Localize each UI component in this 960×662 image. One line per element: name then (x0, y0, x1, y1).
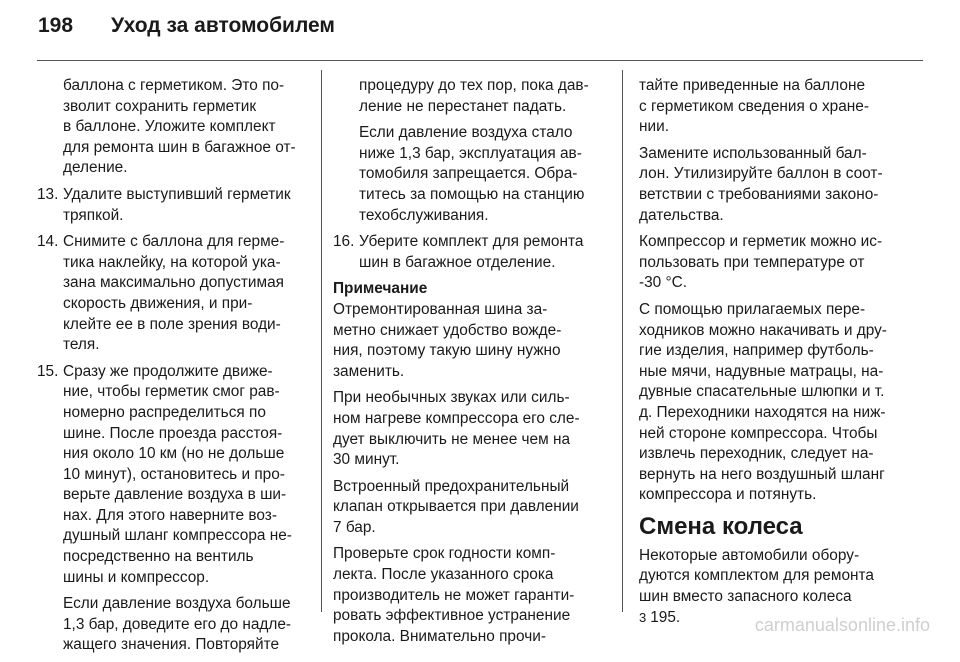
text-line: Удалите выступивший герметик (63, 185, 291, 203)
text-line: шин в багажное отделение. (359, 253, 556, 271)
text-line: ные мячи, надувные матрацы, на- (639, 362, 884, 380)
paragraph (333, 123, 609, 226)
list-number: 13. (37, 185, 59, 203)
text-line: производитель не может гаранти- (333, 586, 575, 604)
text-line: баллона с герметиком. Это по- (63, 77, 285, 94)
text-line: прокола. Внимательно прочи- (333, 627, 546, 645)
text-line: дательства. (639, 206, 724, 224)
reference-page[interactable]: 195. (650, 608, 681, 626)
text-line: Уберите комплект для ремонта (359, 233, 584, 251)
paragraph-continued (37, 76, 312, 179)
text-line: с герметиком сведения о хране- (639, 97, 869, 115)
note-paragraph (333, 388, 609, 470)
text-line: теля. (63, 336, 100, 354)
list-number: 15. (37, 362, 59, 380)
page-title: Уход за автомобилем (111, 14, 335, 37)
text-line: ходников можно накачивать и дру- (639, 321, 887, 339)
text-line: скорость движения, и при- (63, 294, 253, 312)
text-line: 1,3 бар, доведите его до надле- (63, 615, 292, 633)
paragraph-continued (333, 76, 609, 117)
text-line: жащего значения. Повторяйте (63, 636, 280, 654)
text-line: гие изделия, например футболь- (639, 342, 874, 360)
text-line: ния, поэтому такую шину нужно (333, 342, 561, 360)
text-line: лекта. После указанного срока (333, 566, 554, 584)
arrow-reference-icon: 3 (639, 609, 647, 625)
text-line: тайте приведенные на баллоне (639, 77, 866, 94)
text-line: ния около 10 км (но не дольше (63, 445, 285, 463)
text-line: томобиля запрещается. Обра- (359, 165, 578, 183)
text-line: Проверьте срок годности комп- (333, 545, 556, 563)
text-line: Некоторые автомобили обору- (639, 546, 860, 564)
watermark: carmanualsonline.info (754, 615, 930, 635)
text-line: клапан открывается при давлении (333, 498, 579, 516)
text-line: Компрессор и герметик можно ис- (639, 233, 883, 251)
text-line: номерно распределиться по (63, 403, 266, 421)
section-heading: Смена колеса (639, 512, 803, 540)
text-line: для ремонта шин в багажное от- (63, 138, 296, 156)
text-line: зволит сохранить герметик (63, 97, 257, 115)
paragraph (639, 232, 919, 294)
text-line: компрессора и потянуть. (639, 486, 817, 504)
text-line: нах. Для этого наверните воз- (63, 506, 277, 524)
text-line: ном нагреве компрессора его сле- (333, 409, 580, 427)
text-line: техобслуживания. (359, 206, 489, 224)
text-line: шин вместо запасного колеса (639, 588, 852, 606)
column-3 (639, 76, 919, 634)
text-line: дуются комплектом для ремонта (639, 567, 874, 585)
text-line: шины и компрессор. (63, 568, 210, 586)
paragraph (639, 144, 919, 226)
text-line: ветствии с требованиями законо- (639, 185, 879, 203)
text-line: посредственно на вентиль (63, 548, 254, 566)
text-line: Отремонтированная шина за- (333, 300, 548, 318)
column-1 (37, 76, 312, 662)
text-line: ровать эффективное устранение (333, 607, 571, 625)
column-2 (333, 76, 609, 653)
paragraph (37, 594, 312, 656)
text-line: тряпкой. (63, 206, 124, 224)
note-heading: Примечание (333, 280, 428, 298)
text-line: вернуть на него воздушный шланг (639, 465, 885, 483)
list-item-16 (333, 232, 609, 273)
text-line: лон. Утилизируйте баллон в соот- (639, 165, 883, 183)
text-line: ление не перестанет падать. (359, 97, 567, 115)
text-line: шине. После проезда расстоя- (63, 424, 283, 442)
note-paragraph (333, 477, 609, 539)
text-line: Сразу же продолжите движе- (63, 362, 273, 380)
text-line: -30 °C. (639, 274, 688, 292)
text-line: Снимите с баллона для герме- (63, 233, 285, 251)
list-number: 14. (37, 233, 59, 251)
paragraph (639, 300, 919, 506)
text-line: С помощью прилагаемых пере- (639, 300, 866, 318)
paragraph-continued (639, 76, 919, 138)
text-line: ниже 1,3 бар, эксплуатация ав- (359, 144, 582, 162)
text-line: метно снижает удобство вожде- (333, 321, 562, 339)
text-line: ние, чтобы герметик смог рав- (63, 383, 280, 401)
text-line: душный шланг компрессора не- (63, 527, 292, 545)
column-divider-2 (622, 70, 623, 612)
text-line: 7 бар. (333, 518, 376, 536)
text-line: 10 минут), остановитесь и про- (63, 465, 285, 483)
text-line: зана максимально допустимая (63, 274, 284, 292)
text-line: Если давление воздуха больше (63, 595, 291, 613)
text-line: дует выключить не менее чем на (333, 430, 571, 448)
text-line: в баллоне. Уложите комплект (63, 118, 276, 136)
text-line: д. Переходники находятся на ниж- (639, 403, 886, 421)
text-line: пользовать при температуре от (639, 253, 865, 271)
header-rule (37, 60, 923, 61)
text-line: Встроенный предохранительный (333, 477, 570, 495)
text-line: ней стороне компрессора. Чтобы (639, 424, 878, 442)
note-paragraph (333, 300, 609, 382)
column-divider-1 (321, 70, 322, 612)
text-line: нии. (639, 118, 669, 136)
text-line: процедуру до тех пор, пока дав- (359, 77, 589, 94)
text-line: Если давление воздуха стало (359, 124, 573, 142)
text-line: титесь за помощью на станцию (359, 185, 585, 203)
page-header (38, 14, 335, 48)
text-line: извлечь переходник, следует на- (639, 445, 874, 463)
text-line: верьте давление воздуха в ши- (63, 486, 287, 504)
list-number: 16. (333, 233, 355, 251)
text-line: деление. (63, 159, 128, 177)
list-item-15 (37, 362, 312, 589)
text-line: дувные спасательные шлюпки и т. (639, 383, 885, 401)
text-line: 30 минут. (333, 451, 400, 469)
text-line: клейте ее в поле зрения води- (63, 315, 281, 333)
text-line: Замените использованный бал- (639, 144, 867, 162)
page-number: 198 (38, 14, 74, 37)
list-item-13 (37, 185, 312, 226)
text-line: заменить. (333, 362, 405, 380)
note-paragraph (333, 544, 609, 647)
text-line: тика наклейку, на которой ука- (63, 253, 281, 271)
list-item-14 (37, 232, 312, 356)
text-line: При необычных звуках или силь- (333, 389, 570, 407)
